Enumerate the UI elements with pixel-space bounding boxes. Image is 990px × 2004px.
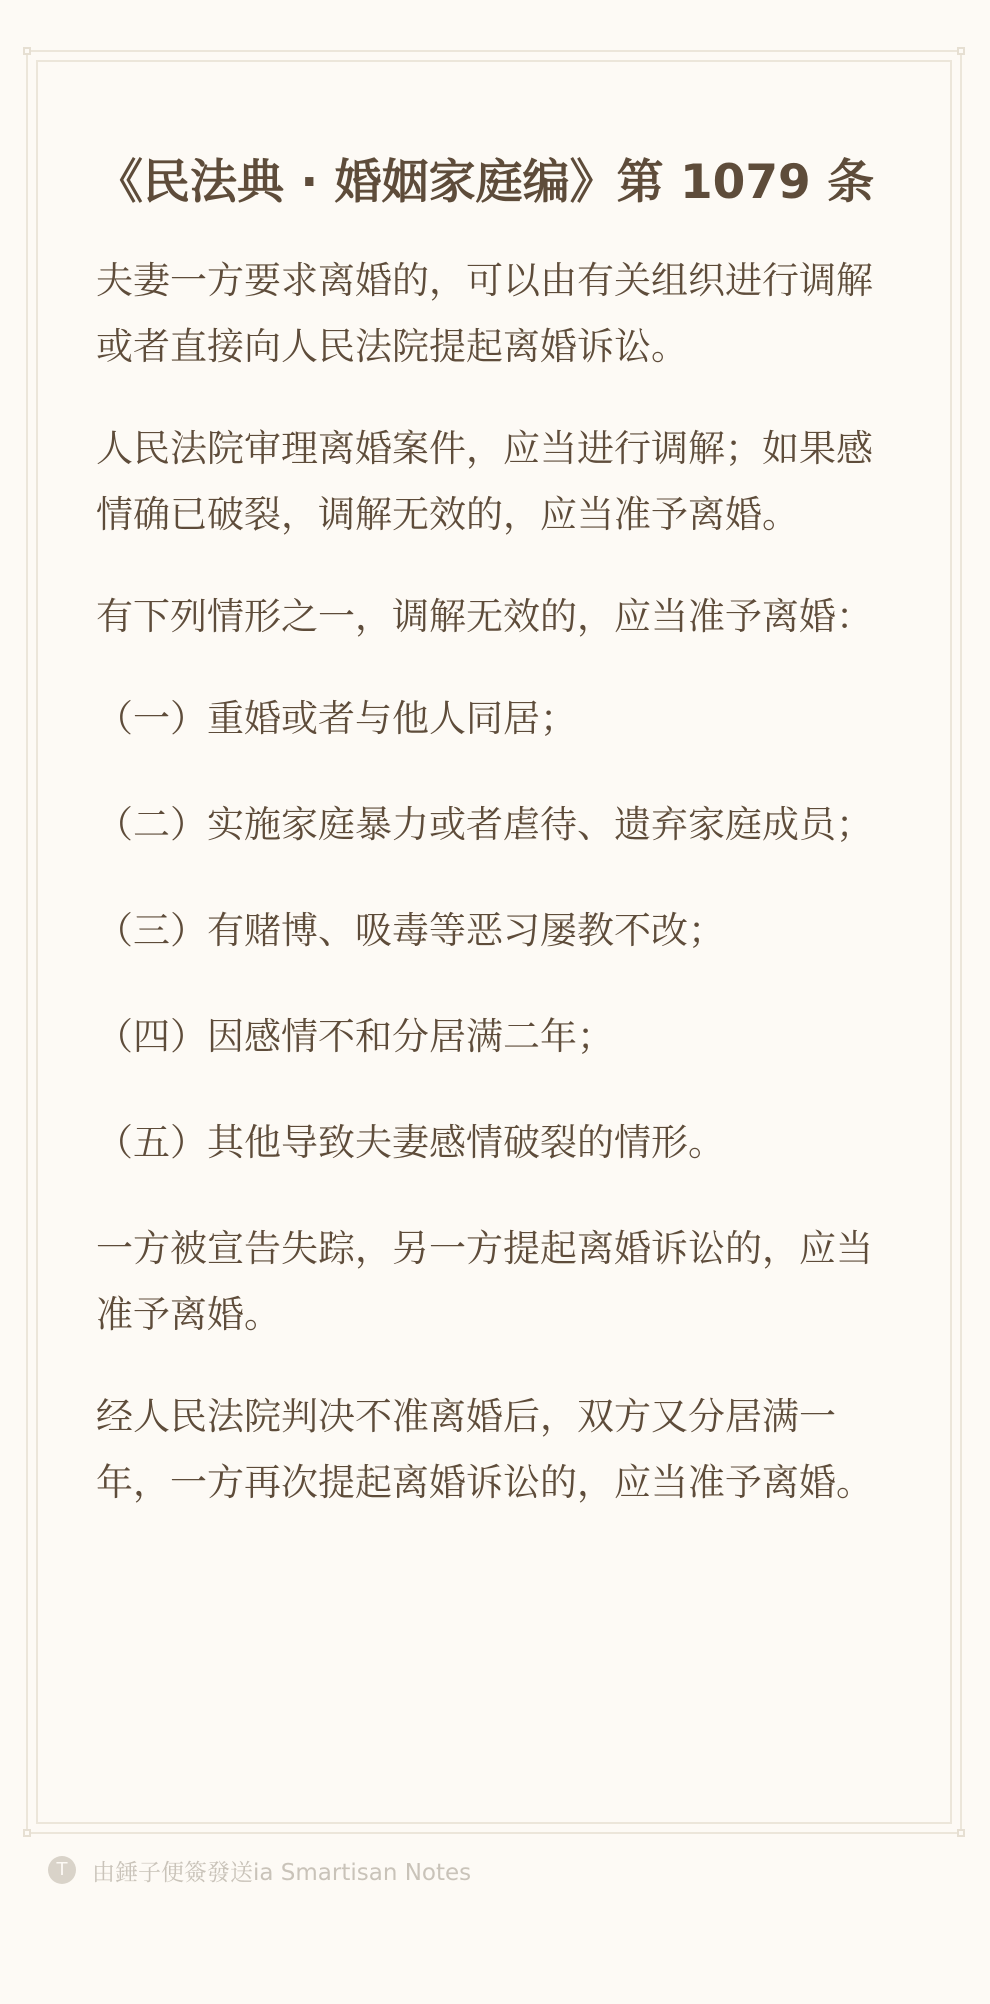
paragraph: 有下列情形之一，调解无效的，应当准予离婚： [96, 595, 873, 638]
note-title: 《民法典 · 婚姻家庭编》第 1079 条 [96, 155, 875, 210]
list-item: （三）有赌博、吸毒等恶习屡教不改； [96, 909, 725, 952]
paragraph: 一方被宣告失踪，另一方提起离婚诉讼的，应当准予离婚。 [96, 1227, 873, 1336]
frame-corner [23, 1829, 31, 1837]
smartisan-notes-icon: T [48, 1856, 76, 1884]
list-item: （二）实施家庭暴力或者虐待、遗弃家庭成员； [96, 803, 873, 846]
frame-corner [957, 47, 965, 55]
footer-attribution [48, 1852, 471, 1888]
frame-corner [957, 1829, 965, 1837]
paragraph: 人民法院审理离婚案件，应当进行调解；如果感情确已破裂，调解无效的，应当准予离婚。 [96, 427, 873, 536]
note-content [96, 148, 896, 1552]
footer-text: 由錘子便簽發送ia Smartisan Notes [92, 1859, 472, 1886]
list-item: （四）因感情不和分居满二年； [96, 1015, 614, 1058]
list-item: （五）其他导致夫妻感情破裂的情形。 [96, 1121, 725, 1164]
paragraph: 夫妻一方要求离婚的，可以由有关组织进行调解或者直接向人民法院提起离婚诉讼。 [96, 259, 873, 368]
frame-corner [23, 47, 31, 55]
paragraph: 经人民法院判决不准离婚后，双方又分居满一年，一方再次提起离婚诉讼的，应当准予离婚。 [96, 1395, 873, 1504]
list-item: （一）重婚或者与他人同居； [96, 697, 577, 740]
